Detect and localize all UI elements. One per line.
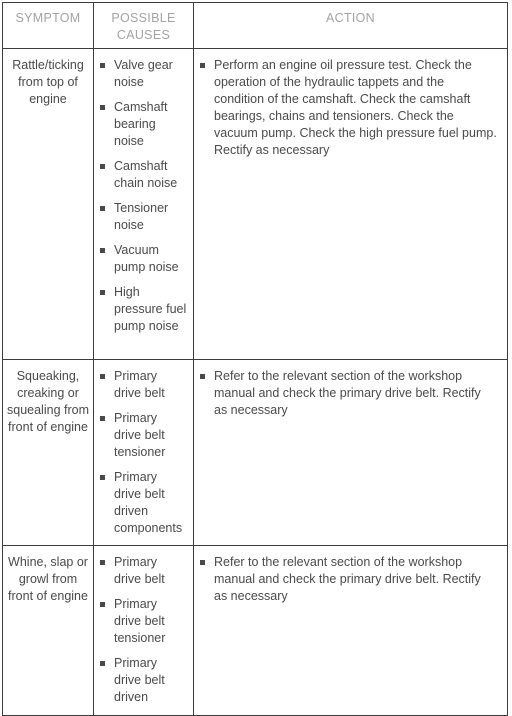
cause-text: Camshaft bearing noise	[114, 100, 168, 148]
bullet-icon	[200, 560, 205, 565]
bullet-icon	[100, 248, 105, 253]
list-item	[100, 655, 187, 706]
action-list	[200, 368, 497, 419]
bullet-icon	[100, 661, 105, 666]
list-item	[100, 242, 187, 276]
cause-text: Primary drive belt tensioner	[114, 411, 166, 459]
causes-list	[100, 554, 187, 706]
header-action: ACTION	[194, 3, 508, 49]
cause-text: Primary drive belt	[114, 369, 165, 400]
bullet-icon	[100, 475, 105, 480]
header-symptom: SYMPTOM	[3, 3, 94, 49]
bullet-icon	[200, 63, 205, 68]
action-text: Refer to the relevant section of the workshop manual and check the primary drive belt. Rectify as necessary	[214, 555, 481, 603]
list-item	[100, 200, 187, 234]
header-possible-causes: POSSIBLE CAUSES	[94, 3, 194, 49]
diagnostic-table	[2, 2, 508, 716]
list-item	[200, 368, 497, 419]
action-cell	[194, 49, 508, 360]
causes-cell	[94, 49, 194, 360]
list-item	[100, 410, 187, 461]
causes-list	[100, 368, 187, 537]
bullet-icon	[100, 63, 105, 68]
action-text: Refer to the relevant section of the workshop manual and check the primary drive belt. Rectify as necessary	[214, 369, 481, 417]
list-item	[100, 284, 187, 335]
cause-text: Tensioner noise	[114, 201, 169, 232]
cause-text: Primary drive belt	[114, 555, 165, 586]
causes-cell	[94, 546, 194, 716]
cause-text: Camshaft chain noise	[114, 159, 178, 190]
table-row	[3, 546, 508, 716]
list-item	[100, 469, 187, 537]
action-list	[200, 554, 497, 605]
cause-text: Primary drive belt tensioner	[114, 597, 166, 645]
bullet-icon	[100, 164, 105, 169]
symptom-cell: Whine, slap or growl from front of engine	[3, 546, 94, 716]
bullet-icon	[100, 374, 105, 379]
cause-text: Primary drive belt driven	[114, 656, 165, 704]
list-item	[100, 158, 187, 192]
action-cell	[194, 546, 508, 716]
cause-text: Primary drive belt driven components	[114, 470, 183, 535]
bullet-icon	[100, 206, 105, 211]
action-text: Perform an engine oil pressure test. Check the operation of the hydraulic tappets and the condition of the camshaft. Check the camshaft bearings, chains and tensioners. Check the vacuum pump. Check the high pressure fuel pump. Rectify as necessary	[214, 58, 497, 157]
cause-text: Vacuum pump noise	[114, 243, 179, 274]
list-item	[200, 57, 497, 159]
action-list	[200, 57, 497, 159]
list-item	[100, 57, 187, 91]
bullet-icon	[200, 374, 205, 379]
table-row	[3, 49, 508, 360]
cause-text: Valve gear noise	[114, 58, 173, 89]
bullet-icon	[100, 290, 105, 295]
bullet-icon	[100, 602, 105, 607]
bullet-icon	[100, 560, 105, 565]
bullet-icon	[100, 105, 105, 110]
symptom-cell: Rattle/ticking from top of engine	[3, 49, 94, 360]
causes-cell	[94, 360, 194, 546]
header-row	[3, 3, 508, 49]
list-item	[100, 99, 187, 150]
bullet-icon	[100, 416, 105, 421]
cause-text: High pressure fuel pump noise	[114, 285, 187, 333]
symptom-cell: Squeaking, creaking or squealing from front of engine	[3, 360, 94, 546]
list-item	[100, 554, 187, 588]
list-item	[100, 368, 187, 402]
list-item	[100, 596, 187, 647]
list-item	[200, 554, 497, 605]
action-cell	[194, 360, 508, 546]
causes-list	[100, 57, 187, 335]
table-row	[3, 360, 508, 546]
